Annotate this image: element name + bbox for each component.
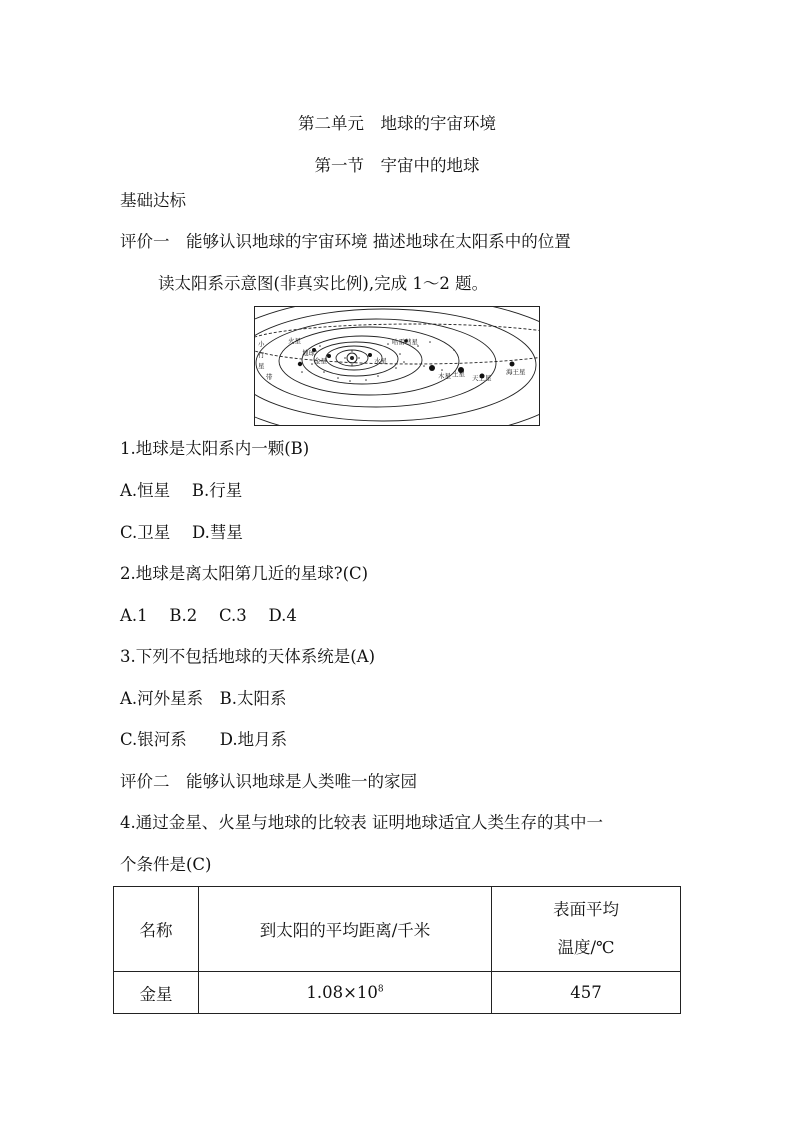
question-4-stem-line2: 个条件是(C) [120,855,212,874]
question-1-options-ab: A.恒星 B.行星 [120,481,243,500]
evaluation-one: 评价一 能够认识地球的宇宙环境 描述地球在太阳系中的位置 [120,232,571,251]
table-header-row [114,887,681,972]
question-1-stem: 1.地球是太阳系内一颗(B) [120,439,310,458]
earth-label: 地球 [302,349,315,357]
table-row [114,972,681,1014]
asteroid-belt-label-2: 行 [258,351,265,359]
question-4-stem-line1: 4.通过金星、火星与地球的比较表 证明地球适宜人类生存的其中一 [120,813,603,832]
row-venus-distance-base: 1.08×10 [306,983,378,1002]
uranus-label: 天王星 [472,374,492,382]
asteroid-belt-label-4: 带 [266,373,273,381]
asteroid-belt-label-1: 小 [258,340,265,348]
question-2-stem: 2.地球是离太阳第几近的星球?(C) [120,564,369,583]
question-1-options-cd: C.卫星 D.彗星 [120,523,243,542]
row-venus-temperature: 457 [492,972,681,1014]
diagram-intro: 读太阳系示意图(非真实比例),完成 1～2 题。 [158,274,489,293]
question-3-options-cd: C.银河系 D.地月系 [120,730,288,749]
question-3-options-ab: A.河外星系 B.太阳系 [120,689,287,708]
question-3-stem: 3.下列不包括地球的天体系统是(A) [120,647,376,666]
solar-system-diagram [254,306,540,426]
mars-label: 火星 [288,337,301,345]
header-temperature [492,887,681,972]
header-name: 名称 [114,887,199,972]
section-title: 第一节 宇宙中的地球 [314,156,480,175]
basic-heading: 基础达标 [120,191,186,210]
neptune-label: 海王星 [506,368,526,376]
mercury-label: 水星 [374,357,387,365]
row-venus-distance [199,972,492,1014]
header-temperature-line1: 表面平均 [553,900,619,920]
halley-comet-label: 哈雷彗星 [392,338,418,346]
header-temperature-line2: 温度/℃ [557,938,615,957]
evaluation-two: 评价二 能够认识地球是人类唯一的家园 [120,772,417,791]
question-2-options: A.1 B.2 C.3 D.4 [120,606,297,625]
header-distance: 到太阳的平均距离/千米 [199,887,492,972]
comparison-table [113,886,681,1014]
row-venus-distance-exponent: 8 [377,984,384,995]
row-venus-name: 金星 [114,972,199,1014]
venus-label: 金星 [314,357,327,365]
jupiter-label: 木星 [438,372,451,380]
unit-title: 第二单元 地球的宇宙环境 [298,114,496,133]
asteroid-belt-label-3: 星 [258,362,265,370]
saturn-label: 土星 [452,370,465,378]
